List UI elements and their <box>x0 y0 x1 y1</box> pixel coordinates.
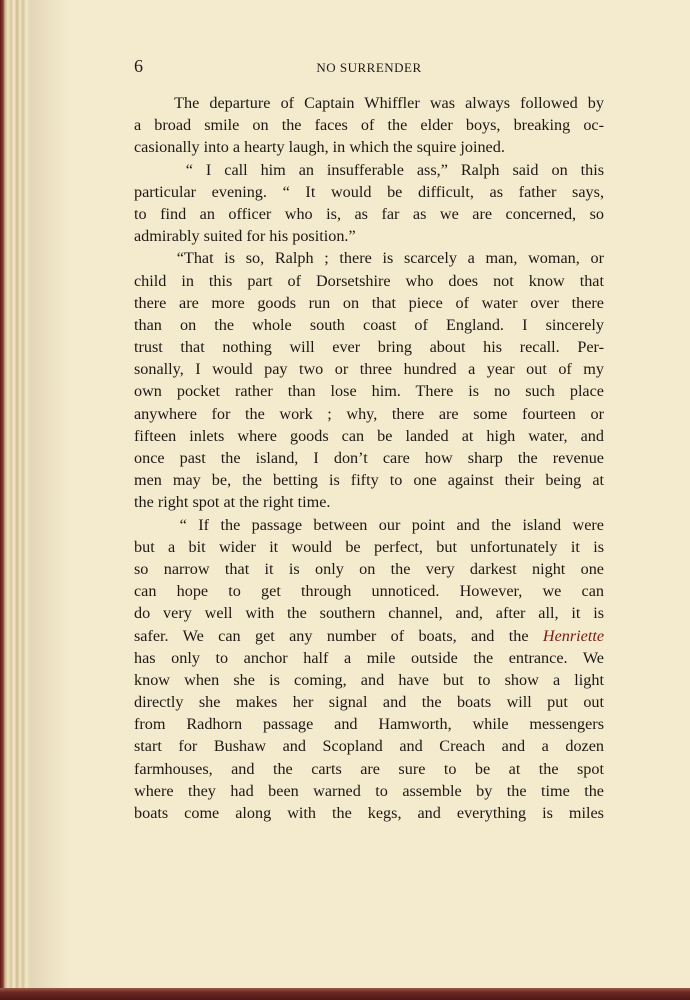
text-line: where they had been warned to assemble by the time the <box>134 781 604 800</box>
text-line: “ I call him an insufferable ass,” Ralph said on this <box>134 160 604 179</box>
text-line: has only to anchor half a mile outside the entrance. We <box>134 648 604 667</box>
page-bottom-edge <box>0 988 690 1000</box>
text-line: do very well with the southern channel, and, after all, it is <box>134 604 604 623</box>
book-binding <box>0 0 30 1000</box>
text-line: but a bit wider it would be perfect, but unfortunately it is <box>134 537 604 556</box>
text-line: The departure of Captain Whiffler was always followed by <box>134 94 604 112</box>
text-line-with-ship-name <box>134 625 604 647</box>
text-line: child in this part of Dorsetshire who does not know that <box>134 271 604 290</box>
text-line: than on the whole south coast of England. I sincerely <box>134 315 604 334</box>
running-title: NO SURRENDER <box>316 60 422 75</box>
text-line: to find an officer who is, as far as we are concerned, so <box>134 204 604 223</box>
page-header <box>134 54 604 84</box>
text-line: casionally into a hearty laugh, in which the squire joined. <box>134 138 505 157</box>
text-line: start for Bushaw and Scopland and Creach and a dozen <box>134 737 604 756</box>
text-line: so narrow that it is only on the very darkest night one <box>134 559 604 578</box>
text-line: know when she is coming, and have but to show a light <box>134 670 604 689</box>
ship-name: Henriette <box>542 626 605 645</box>
text-fragment: safer. We can get any number of boats, and the <box>134 626 529 645</box>
text-line: anywhere for the work ; why, there are some fourteen or <box>134 404 604 423</box>
text-line: farmhouses, and the carts are sure to be at the spot <box>134 759 604 778</box>
text-line: can hope to get through unnoticed. However, we can <box>134 582 604 601</box>
page-number: 6 <box>134 56 143 76</box>
text-line: once past the island, I don’t care how sharp the revenue <box>134 449 604 467</box>
text-line: admirably suited for his position.” <box>134 227 356 246</box>
text-line: particular evening. “ It would be difficult, as father says, <box>134 182 604 201</box>
text-line: the right spot at the right time. <box>134 493 331 512</box>
body-text <box>134 92 604 824</box>
text-line: fifteen inlets where goods can be landed at high water, and <box>134 426 604 445</box>
text-line: men may be, the betting is fifty to one against their being at <box>134 471 604 490</box>
text-line: “That is so, Ralph ; there is scarcely a man, woman, or <box>134 249 604 268</box>
text-line: boats come along with the kegs, and everything is miles <box>134 804 604 822</box>
text-line: own pocket rather than lose him. There is no such place <box>134 382 604 401</box>
text-line: trust that nothing will ever bring about his recall. Per- <box>134 338 604 357</box>
text-line: “ If the passage between our point and the island were <box>134 515 604 534</box>
text-line: a broad smile on the faces of the elder boys, breaking oc- <box>134 116 604 135</box>
text-line: there are more goods run on that piece of water over there <box>134 293 604 312</box>
text-line: from Radhorn passage and Hamworth, while messengers <box>134 715 604 734</box>
text-line: directly she makes her signal and the boats will put out <box>134 693 604 712</box>
text-line: sonally, I would pay two or three hundred a year out of my <box>134 360 604 379</box>
